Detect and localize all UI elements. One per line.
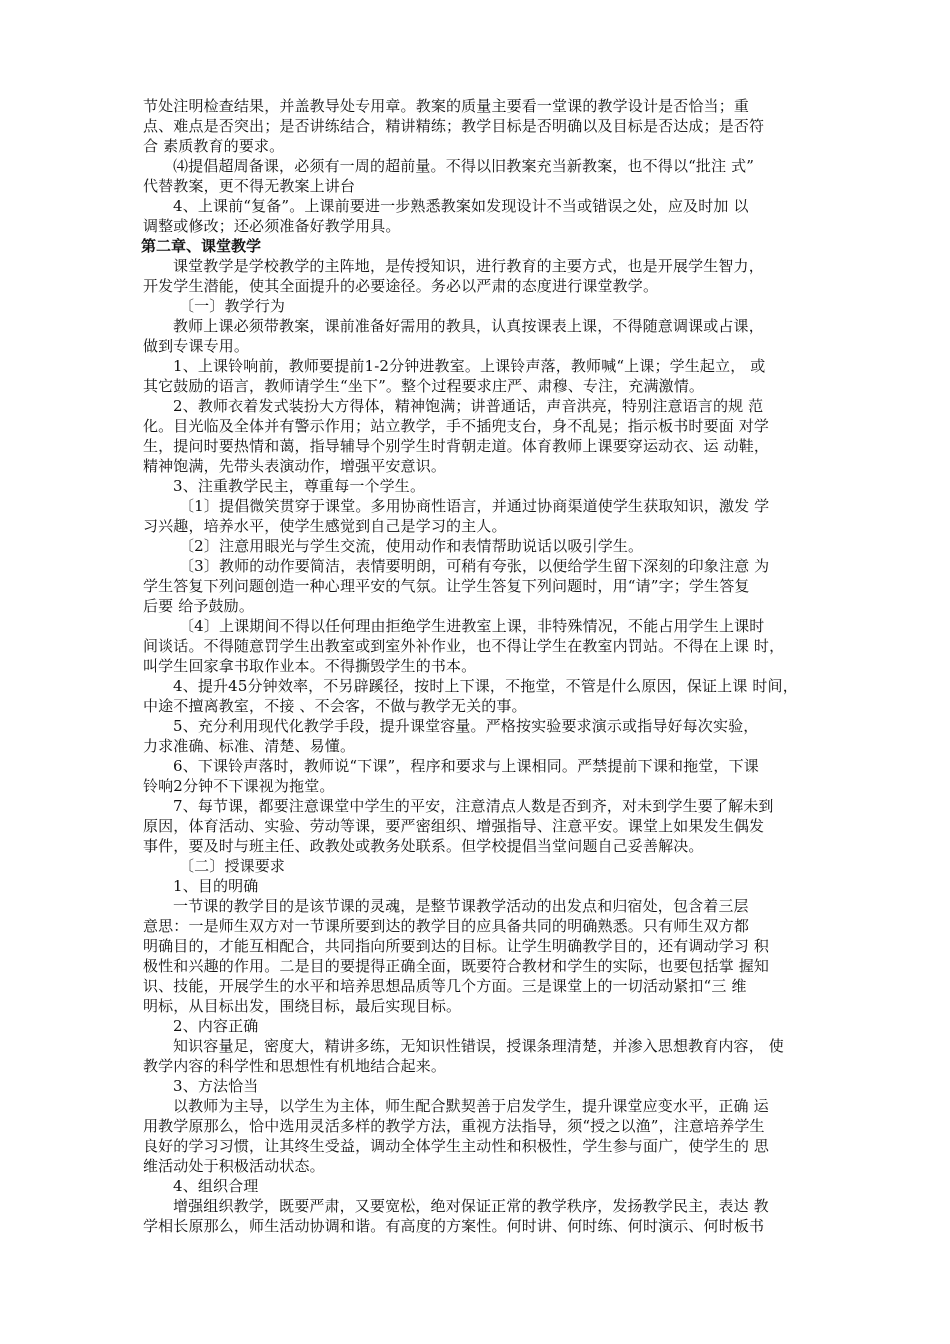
chapter-heading: 第二章、课堂教学 [141, 237, 262, 255]
text-line: 意思：一是师生双方对一节课所要到达的教学目的应具备共同的明确熟悉。只有师生双方都 [143, 917, 750, 935]
text-line: ⑷提倡超周备课，必须有一周的超前量。不得以旧教案充当新教案，也不得以“批注 式” [173, 157, 755, 175]
text-line: 教师上课必须带教案，课前准备好需用的教具，认真按课表上课，不得随意调课或占课， [173, 317, 764, 335]
text-line: 识、技能，开展学生的水平和培养思想品质等几个方面。三是课堂上的一切活动紧扣“三 维 [143, 977, 747, 995]
text-line: 7、每节课，都要注意课堂中学生的平安，注意清点人数是否到齐，对未到学生要了解未到 [173, 797, 774, 815]
text-line: 中途不擅离教室，不接 、不会客，不做与教学无关的事。 [143, 697, 527, 715]
text-line: 2、教师衣着发式装扮大方得体，精神饱满；讲普通话，声音洪亮，特别注意语言的规 范 [173, 397, 764, 415]
text-line: 化。目光临及全体并有警示作用；站立教学，手不插兜支台，身不乱晃；指示板书时要面 对学 [143, 417, 770, 435]
text-line: 间谈话。不得随意罚学生出教室或到室外补作业，也不得让学生在教室内罚站。不得在上课 时， [143, 637, 785, 655]
text-line: 2、内容正确 [173, 1017, 259, 1035]
text-line: 4、上课前“复备”。上课前要进一步熟悉教案如发现设计不当或错误之处，应及时加 以 [173, 197, 749, 215]
text-line: 力求准确、标准、清楚、易懂。 [143, 737, 356, 755]
text-line: 知识容量足，密度大，精讲多练，无知识性错误，授课条理清楚，并渗入思想教育内容， 使 [173, 1037, 784, 1055]
text-line: 代替教案，更不得无教案上讲台 [143, 177, 356, 195]
text-line: 精神饱满，先带头表演动作，增强平安意识。 [143, 457, 447, 475]
text-line: 明标，从目标出发，围绕目标，最后实现目标。 [143, 997, 462, 1015]
text-line: 〔二〕授课要求 [179, 857, 286, 875]
text-line: 3、注重教学民主，尊重每一个学生。 [173, 477, 426, 495]
text-line: 5、充分利用现代化教学手段，提升课堂容量。严格按实验要求演示或指导好每次实验， [173, 717, 759, 735]
text-line: 增强组织教学，既要严肃，又要宽松，绝对保证正常的教学秩序，发扬教学民主，表达 教 [173, 1197, 769, 1215]
text-line: 开发学生潜能，使其全面提升的必要途径。务必以严肃的态度进行课堂教学。 [143, 277, 659, 295]
text-line: 教学内容的科学性和思想性有机地结合起来。 [143, 1057, 447, 1075]
text-line: 点、难点是否突出；是否讲练结合，精讲精练；教学目标是否明确以及目标是否达成；是否符 [143, 117, 765, 135]
text-line: 1、目的明确 [173, 877, 259, 895]
text-line: 维活动处于积极活动状态。 [143, 1157, 325, 1175]
text-line: 做到专课专用。 [143, 337, 250, 355]
text-line: 叫学生回家拿书取作业本。不得撕毁学生的书本。 [143, 657, 477, 675]
text-line: 〔1〕提倡微笑贯穿于课堂。多用协商性语言，并通过协商渠道使学生获取知识，激发 学 [179, 497, 770, 515]
text-line: 合 素质教育的要求。 [143, 137, 285, 155]
text-line: 以教师为主导，以学生为主体，师生配合默契善于启发学生，提升课堂应变水平，正确 运 [173, 1097, 769, 1115]
document-page [143, 96, 825, 1236]
text-line: 节处注明检查结果，并盖教导处专用章。教案的质量主要看一堂课的教学设计是否恰当；重 [143, 97, 750, 115]
text-line: 4、提升45分钟效率，不另辟蹊径，按时上下课，不拖堂，不管是什么原因，保证上课 时间， [173, 677, 798, 695]
text-line: 其它鼓励的语言，教师请学生“坐下”。整个过程要求庄严、肃穆、专注，充满激情。 [143, 377, 705, 395]
text-line: 学生答复下列问题创造一种心理平安的气氛。让学生答复下列问题时，用“请”字；学生答复 [143, 577, 750, 595]
text-line: 后要 给予鼓励。 [143, 597, 254, 615]
text-line: 生，提问时要热情和蔼，指导辅导个别学生时背朝走道。体育教师上课要穿运动衣、运 动鞋， [143, 437, 770, 455]
text-line: 〔2〕注意用眼光与学生交流，使用动作和表情帮助说话以吸引学生。 [179, 537, 644, 555]
text-line: 一节课的教学目的是该节课的灵魂，是整节课教学活动的出发点和归宿处，包含着三层 [173, 897, 749, 915]
text-line: 4、组织合理 [173, 1177, 259, 1195]
text-line: 事件，要及时与班主任、政教处或教务处联系。但学校提倡当堂问题自己妥善解决。 [143, 837, 704, 855]
text-line: 习兴趣，培养水平，使学生感觉到自己是学习的主人。 [143, 517, 507, 535]
text-line: 用教学原那么，恰中选用灵活多样的教学方法，重视方法指导，须“授之以渔”，注意培养学生 [143, 1117, 765, 1135]
text-line: 良好的学习习惯，让其终生受益，调动全体学生主动性和积极性，学生参与面广，使学生的 思 [143, 1137, 770, 1155]
text-line: 3、方法恰当 [173, 1077, 259, 1095]
text-line: 〔4〕上课期间不得以任何理由拒绝学生进教室上课，非特殊情况，不能占用学生上课时 [179, 617, 765, 635]
text-line: 〔一〕教学行为 [179, 297, 286, 315]
text-line: 6、下课铃声落时，教师说“下课”，程序和要求与上课相同。严禁提前下课和拖堂，下课 [173, 757, 759, 775]
text-line: 学相长原那么，师生活动协调和谐。有高度的方案性。何时讲、何时练、何时演示、何时板书 [143, 1217, 765, 1235]
text-line: 铃响2分钟不下课视为拖堂。 [143, 777, 335, 795]
text-line: 调整或修改；还必须准备好教学用具。 [143, 217, 401, 235]
text-line: 〔3〕教师的动作要简洁，表情要明朗，可稍有夸张，以便给学生留下深刻的印象注意 为 [179, 557, 770, 575]
text-line: 极性和兴趣的作用。二是目的要提得正确全面，既要符合教材和学生的实际，也要包括掌 握知 [143, 957, 770, 975]
text-line: 原因，体育活动、实验、劳动等课，要严密组织、增强指导、注意平安。课堂上如果发生偶发 [143, 817, 765, 835]
text-line: 1、上课铃响前，教师要提前1-2分钟进教室。上课铃声落，教师喊“上课；学生起立， 或 [173, 357, 766, 375]
text-line: 课堂教学是学校教学的主阵地，是传授知识，进行教育的主要方式，也是开展学生智力， [173, 257, 764, 275]
text-line: 明确目的，才能互相配合，共同指向所要到达的目标。让学生明确教学目的，还有调动学习 积 [143, 937, 770, 955]
